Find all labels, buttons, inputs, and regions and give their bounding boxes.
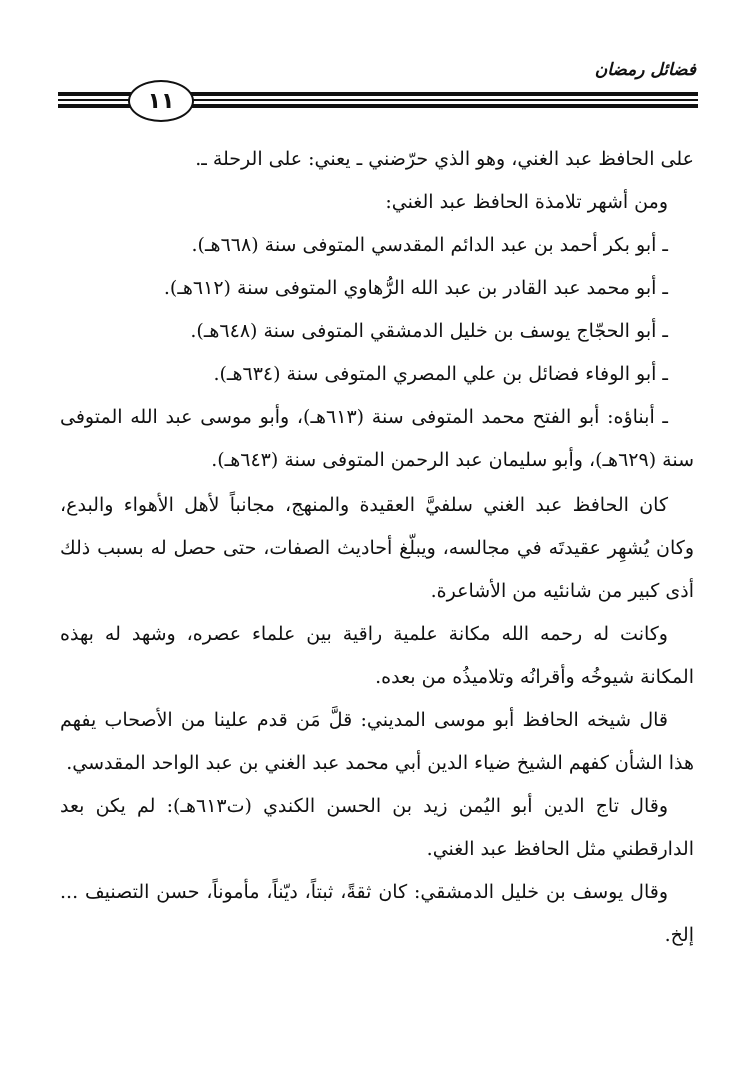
student-item: ـ أبو الحجّاج يوسف بن خليل الدمشقي المتوفى سنة (٦٤٨هـ). — [190, 320, 668, 342]
paragraph-abu-musa-quote: قال شيخه الحافظ أبو موسى المديني: قلَّ مَن قدم علينا من الأصحاب يفهم هذا الشأن كفهم الشيخ ضياء الدين أبي محمد عبد الغني بن عبد الواحد المقدسي. — [60, 709, 694, 774]
paragraph-sons: ـ أبناؤه: أبو الفتح محمد المتوفى سنة (٦١٣هـ)، وأبو موسى عبد الله المتوفى سنة (٦٢٩هـ)، وأبو سليمان عبد الرحمن المتوفى سنة (٦٤٣هـ). — [60, 406, 694, 471]
running-title: فضائل رمضان — [594, 60, 696, 80]
student-item: ـ أبو بكر أحمد بن عبد الدائم المقدسي المتوفى سنة (٦٦٨هـ). — [191, 234, 668, 256]
page-number-badge — [128, 80, 194, 122]
student-item: ـ أبو محمد عبد القادر بن عبد الله الرُّهاوي المتوفى سنة (٦١٢هـ). — [163, 277, 668, 299]
paragraph-continuation: على الحافظ عبد الغني، وهو الذي حرّضني ـ يعني: على الرحلة ـ. — [195, 148, 694, 170]
paragraph-students-heading: ومن أشهر تلامذة الحافظ عبد الغني: — [385, 191, 668, 213]
student-item: ـ أبو الوفاء فضائل بن علي المصري المتوفى سنة (٦٣٤هـ). — [213, 363, 668, 385]
paragraph-taj-quote: وقال تاج الدين أبو اليُمن زيد بن الحسن الكندي (ت٦١٣هـ): لم يكن بعد الدارقطني مثل الحافظ عبد الغني. — [60, 795, 694, 860]
paragraph-status: وكانت له رحمه الله مكانة علمية راقية بين علماء عصره، وشهد له بهذه المكانة شيوخُه وأقرانُه وتلاميذُه من بعده. — [60, 623, 694, 688]
paragraph-yusuf-quote: وقال يوسف بن خليل الدمشقي: كان ثقةً، ثبتاً، ديّناً، مأموناً، حسن التصنيف ... إلخ. — [60, 881, 694, 946]
paragraph-creed: كان الحافظ عبد الغني سلفيَّ العقيدة والمنهج، مجانباً لأهل الأهواء والبدع، وكان يُشهِر عقيدتَه في مجالسه، ويبلّغ أحاديث الصفات، حتى حصل له بسبب ذلك أذى كبير من شانئيه من الأشاعرة. — [60, 494, 694, 602]
page-number: ١١ — [147, 88, 175, 114]
body-text — [60, 138, 694, 957]
